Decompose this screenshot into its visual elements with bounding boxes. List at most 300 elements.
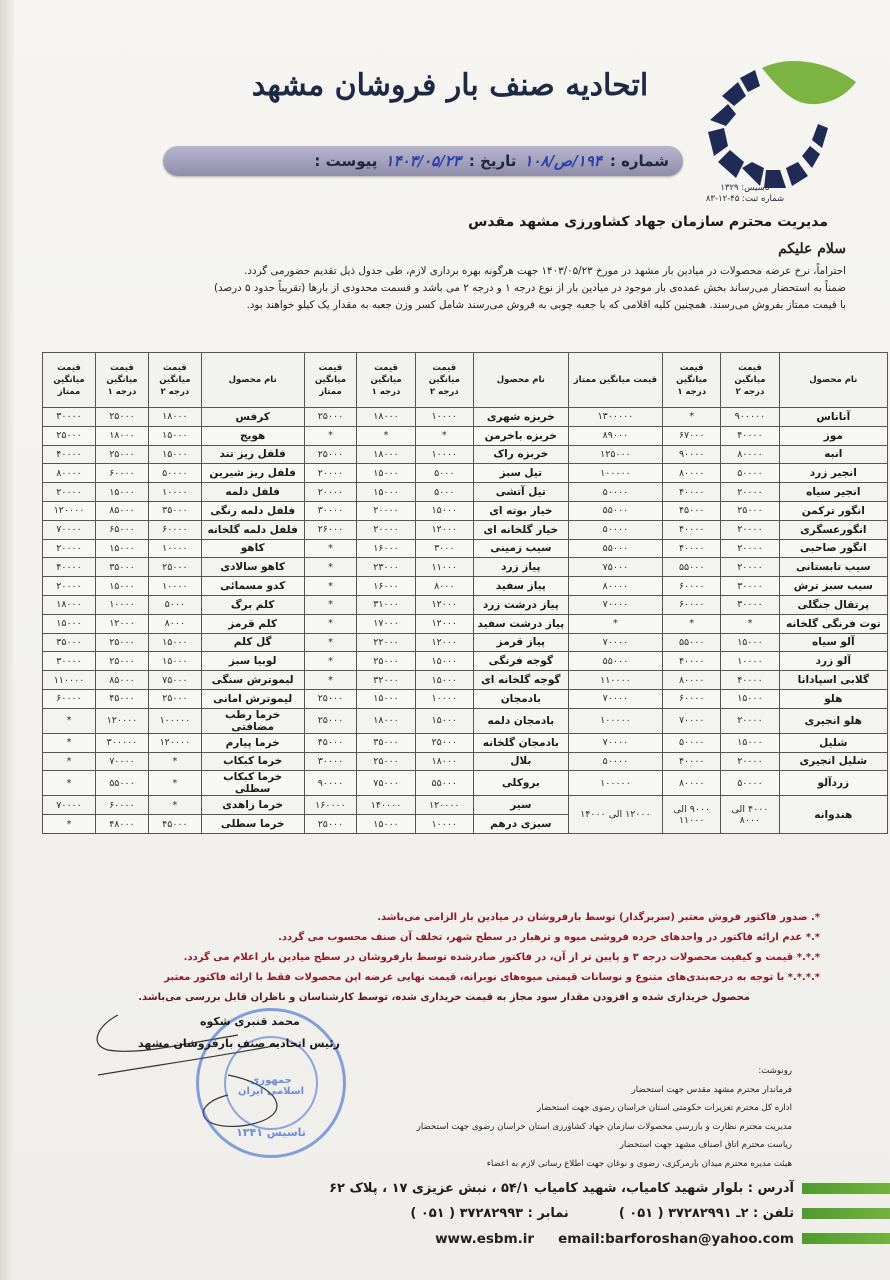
- table-row: [43, 501, 888, 520]
- product-name-cell: فلفل دلمه: [201, 483, 304, 502]
- product-name-cell: خرما رطب مضافتی: [201, 708, 304, 733]
- product-name-cell: پیاز زرد: [473, 558, 568, 577]
- grade1-price-cell: ۸۵۰۰۰: [96, 501, 149, 520]
- premium-price-cell: ۲۵۰۰۰: [304, 689, 357, 708]
- product-name-cell: کرفس: [201, 408, 304, 427]
- grade2-price-cell: *: [148, 771, 201, 796]
- table-row: [43, 796, 888, 815]
- grade1-price-cell: ۱۵۰۰۰: [96, 577, 149, 596]
- grade1-price-cell: ۶۰۰۰۰: [96, 796, 149, 815]
- premium-price-cell: *: [304, 426, 357, 445]
- table-row: [43, 633, 888, 652]
- registration-number: شماره ثبت: ۴۵-۱۲-۸۳: [705, 194, 785, 204]
- product-name-cell: سیب زمینی: [473, 539, 568, 558]
- price-table: [42, 352, 888, 834]
- product-name-cell: آلو سیاه: [779, 633, 887, 652]
- grade2-price-cell: ۱۱۰۰۰: [415, 558, 473, 577]
- product-name-cell: خیار گلخانه ای: [473, 520, 568, 539]
- premium-price-cell: ۲۵۰۰۰: [304, 408, 357, 427]
- premium-price-cell: *: [304, 577, 357, 596]
- grade1-price-cell: ۹۰۰۰۰: [663, 445, 721, 464]
- product-name-cell: لیموترش امانی: [201, 689, 304, 708]
- product-name-cell: موز: [779, 426, 887, 445]
- grade2-price-cell: ۱۲۰۰۰: [415, 595, 473, 614]
- grade1-price-cell: ۲۵۰۰۰: [357, 752, 415, 771]
- grade1-price-cell: ۶۰۰۰۰: [663, 689, 721, 708]
- premium-price-cell: ۳۰۰۰۰: [43, 408, 96, 427]
- product-name-cell: سیر: [473, 796, 568, 815]
- grade1-price-cell: ۸۰۰۰۰: [663, 464, 721, 483]
- table-row: [43, 752, 888, 771]
- signatory-name: محمد قنبری شکوه: [200, 1015, 300, 1028]
- product-name-cell: بادمجان گلخانه: [473, 733, 568, 752]
- product-name-cell: هندوانه: [779, 796, 887, 834]
- grade1-price-cell: ۱۸۰۰۰: [357, 708, 415, 733]
- col-grade1: قیمت میانگین درجه ۱: [96, 353, 149, 408]
- grade2-price-cell: ۲۵۰۰۰: [415, 733, 473, 752]
- grade1-price-cell: ۵۵۰۰۰: [663, 558, 721, 577]
- grade1-price-cell: ۲۰۰۰۰: [357, 501, 415, 520]
- grade2-price-cell: ۱۵۰۰۰: [721, 633, 779, 652]
- grade1-price-cell: ۳۱۰۰۰: [357, 595, 415, 614]
- note-4: *.*.*.* با توجه به درجه‌بندی‌های متنوع و نوسانات قیمتی میوه‌های نوبرانه، قیمت نهایی عرضه این محصولات فقط با ارائه فاکتور معتبر: [164, 972, 820, 983]
- product-name-cell: خربزه باخرمن: [473, 426, 568, 445]
- intro-line: ضمناً به استحضار می‌رساند بخش عمده‌ی بار موجود در میادین بار از نوع درجه ۱ و درجه ۲ می باشد و قسمت محدودی از بارها (تقریباً حدود ۵ درصد): [213, 282, 846, 294]
- footer-phone-row: [300, 1201, 890, 1226]
- grade2-price-cell: ۵۰۰۰: [148, 595, 201, 614]
- table-row: [43, 614, 888, 633]
- grade1-price-cell: ۱۶۰۰۰: [357, 577, 415, 596]
- cc-item: هیئت مدیره محترم میدان بارمرکزی، رضوی و نوغان جهت اطلاع رسانی لازم به اعضاء: [486, 1158, 792, 1169]
- col-grade1: قیمت میانگین درجه ۱: [663, 353, 721, 408]
- grade2-price-cell: ۵۰۰۰۰: [148, 464, 201, 483]
- grade1-price-cell: ۷۵۰۰۰: [357, 771, 415, 796]
- product-name-cell: شلیل انجیری: [779, 752, 887, 771]
- green-bar-icon: [802, 1233, 890, 1244]
- grade1-price-cell: ۲۵۰۰۰: [357, 652, 415, 671]
- grade2-price-cell: ۳۰۰۰۰: [721, 577, 779, 596]
- premium-price-cell: ۴۰۰۰۰: [43, 558, 96, 577]
- greeting: سلام علیکم: [778, 241, 846, 257]
- stamp-text: جمهوری اسلامی ایران: [237, 1075, 304, 1097]
- grade2-price-cell: ۱۸۰۰۰: [148, 408, 201, 427]
- product-name-cell: بلال: [473, 752, 568, 771]
- grade2-price-cell: ۱۲۰۰۰: [415, 633, 473, 652]
- premium-price-cell: ۳۰۰۰۰: [304, 501, 357, 520]
- grade2-price-cell: ۳۰۰۰: [415, 539, 473, 558]
- grade2-price-cell: ۷۵۰۰۰: [148, 671, 201, 690]
- phone: تلفن : ۲ـ ۳۷۲۸۲۹۹۱ ( ۰۵۱ ): [618, 1206, 794, 1221]
- grade2-price-cell: ۲۰۰۰۰: [721, 539, 779, 558]
- product-name-cell: انجیر سیاه: [779, 483, 887, 502]
- col-grade1: قیمت میانگین درجه ۱: [357, 353, 415, 408]
- grade2-price-cell: ۱۲۰۰۰۰: [148, 733, 201, 752]
- grade1-price-cell: ۸۰۰۰۰: [663, 671, 721, 690]
- grade1-price-cell: ۸۵۰۰۰: [96, 671, 149, 690]
- grade1-price-cell: ۱۲۰۰۰: [96, 614, 149, 633]
- notes-section: [40, 908, 820, 1008]
- grade2-price-cell: ۵۰۰۰۰: [721, 771, 779, 796]
- grade1-price-cell: ۱۵۰۰۰: [96, 539, 149, 558]
- grade2-price-cell: ۵۰۰۰: [415, 464, 473, 483]
- grade1-price-cell: ۵۰۰۰۰: [663, 733, 721, 752]
- footer-contact: [300, 1176, 890, 1251]
- product-name-cell: زردآلو: [779, 771, 887, 796]
- product-name-cell: پیاز درشت سفید: [473, 614, 568, 633]
- grade1-price-cell: ۵۵۰۰۰: [663, 633, 721, 652]
- grade1-price-cell: ۷۰۰۰۰: [663, 708, 721, 733]
- grade2-price-cell: ۱۰۰۰۰: [148, 577, 201, 596]
- premium-price-cell: *: [304, 652, 357, 671]
- premium-price-cell: *: [568, 614, 662, 633]
- table-row: [43, 771, 888, 796]
- grade2-price-cell: ۳۵۰۰۰: [148, 501, 201, 520]
- cc-item: مدیریت محترم نظارت و بازرسی محصولات سازمان جهاد کشاورزی استان خراسان رضوی جهت استحضار: [416, 1121, 792, 1132]
- premium-price-cell: *: [304, 595, 357, 614]
- reference-bar: [163, 146, 683, 176]
- premium-price-cell: ۵۵۰۰۰: [568, 501, 662, 520]
- address: آدرس : بلوار شهید کامیاب، شهید کامیاب ۵۴/۱ ، نبش عزیزی ۱۷ ، پلاک ۶۲: [329, 1181, 794, 1196]
- table-row: [43, 520, 888, 539]
- premium-price-cell: *: [43, 752, 96, 771]
- note-3: *.*.* قیمت و کیفیت محصولات درجه ۳ و پایین تر از آن، در فاکتور صادرشده توسط بارفروشان در سطح میادین بار اعلام می گردد.: [183, 952, 820, 963]
- premium-price-cell: ۳۵۰۰۰: [43, 633, 96, 652]
- product-name-cell: بروکلی: [473, 771, 568, 796]
- grade2-price-cell: *: [721, 614, 779, 633]
- premium-price-cell: *: [304, 633, 357, 652]
- grade2-price-cell: *: [148, 796, 201, 815]
- grade2-price-cell: ۱۲۰۰۰: [415, 520, 473, 539]
- product-name-cell: گوجه گلخانه ای: [473, 671, 568, 690]
- premium-price-cell: ۴۰۰۰۰: [43, 445, 96, 464]
- premium-price-cell: ۱۰۰۰۰۰: [568, 708, 662, 733]
- grade1-price-cell: ۴۵۰۰۰: [96, 689, 149, 708]
- grade1-price-cell: ۱۸۰۰۰: [96, 426, 149, 445]
- grade2-price-cell: ۸۰۰۰: [415, 577, 473, 596]
- product-name-cell: سبزی درهم: [473, 815, 568, 834]
- grade2-price-cell: ۱۰۰۰۰: [148, 483, 201, 502]
- product-name-cell: سیب سبز ترش: [779, 577, 887, 596]
- grade2-price-cell: ۱۰۰۰۰: [148, 539, 201, 558]
- product-name-cell: انگورعسگری: [779, 520, 887, 539]
- grade1-price-cell: ۱۴۰۰۰۰: [357, 796, 415, 815]
- col-product: نام محصول: [779, 353, 887, 408]
- grade2-price-cell: ۴۰۰۰۰: [721, 671, 779, 690]
- table-row: [43, 408, 888, 427]
- premium-price-cell: ۱۶۰۰۰۰: [304, 796, 357, 815]
- premium-price-cell: ۵۵۰۰۰: [568, 652, 662, 671]
- green-bar-icon: [802, 1208, 890, 1219]
- letterhead-title: اتحادیه صنف بار فروشان مشهد: [251, 68, 649, 103]
- attachment-label: پیوست :: [314, 152, 378, 170]
- premium-price-cell: ۹۰۰۰۰: [304, 771, 357, 796]
- grade1-price-cell: ۶۰۰۰۰: [663, 577, 721, 596]
- table-row: [43, 689, 888, 708]
- table-header-row: [43, 353, 888, 408]
- premium-price-cell: ۱۲۵۰۰۰: [568, 445, 662, 464]
- product-name-cell: گوجه فرنگی: [473, 652, 568, 671]
- product-name-cell: خرما کبکاب: [201, 752, 304, 771]
- product-name-cell: کلم برگ: [201, 595, 304, 614]
- premium-price-cell: ۵۰۰۰۰: [568, 752, 662, 771]
- premium-price-cell: *: [43, 733, 96, 752]
- product-name-cell: بادمجان دلمه: [473, 708, 568, 733]
- product-name-cell: تیل سبز: [473, 464, 568, 483]
- grade2-price-cell: ۱۰۰۰۰: [415, 445, 473, 464]
- premium-price-cell: ۷۰۰۰۰: [43, 520, 96, 539]
- product-name-cell: فلفل دلمه گلخانه: [201, 520, 304, 539]
- premium-price-cell: ۱۰۰۰۰۰: [568, 464, 662, 483]
- table-row: [43, 652, 888, 671]
- premium-price-cell: ۷۰۰۰۰: [568, 733, 662, 752]
- premium-price-cell: ۲۰۰۰۰: [304, 464, 357, 483]
- col-product: نام محصول: [473, 353, 568, 408]
- grade1-price-cell: ۲۵۰۰۰: [96, 633, 149, 652]
- date-label: تاریخ :: [468, 152, 517, 170]
- col-premium: قیمت میانگین ممتاز: [304, 353, 357, 408]
- recipient: مدیریت محترم سازمان جهاد کشاورزی مشهد مقدس: [468, 214, 828, 230]
- grade1-price-cell: ۶۰۰۰۰: [96, 464, 149, 483]
- grade2-price-cell: ۱۲۰۰۰۰: [415, 796, 473, 815]
- product-name-cell: سیب تابستانی: [779, 558, 887, 577]
- footer-web-row: [300, 1226, 890, 1251]
- grade2-price-cell: ۱۵۰۰۰: [721, 733, 779, 752]
- grade2-price-cell: ۱۵۰۰۰: [148, 633, 201, 652]
- table-row: [43, 708, 888, 733]
- product-name-cell: بادمجان: [473, 689, 568, 708]
- product-name-cell: توت فرنگی گلخانه: [779, 614, 887, 633]
- grade2-price-cell: ۸۰۰۰: [148, 614, 201, 633]
- premium-price-cell: *: [304, 558, 357, 577]
- product-name-cell: پیاز قرمز: [473, 633, 568, 652]
- product-name-cell: هلو انجیری: [779, 708, 887, 733]
- grade2-price-cell: ۶۰۰۰۰: [148, 520, 201, 539]
- table-row: [43, 577, 888, 596]
- cc-item: اداره کل محترم تعزیرات حکومتی استان خراسان رضوی جهت استحضار: [537, 1103, 792, 1114]
- premium-price-cell: *: [43, 771, 96, 796]
- grade2-price-cell: ۵۰۰۰: [415, 483, 473, 502]
- grade2-price-cell: ۲۰۰۰۰: [721, 752, 779, 771]
- grade2-price-cell: *: [415, 426, 473, 445]
- grade2-price-cell: ۲۰۰۰۰: [721, 708, 779, 733]
- grade1-price-cell: ۶۷۰۰۰: [663, 426, 721, 445]
- grade1-price-cell: ۱۶۰۰۰: [357, 539, 415, 558]
- cc-item: ریاست محترم اتاق اصناف مشهد جهت استحضار: [619, 1140, 792, 1151]
- table-row: [43, 426, 888, 445]
- grade2-price-cell: ۱۵۰۰۰: [415, 671, 473, 690]
- premium-price-cell: ۷۰۰۰۰: [568, 633, 662, 652]
- grade1-price-cell: ۳۰۰۰۰۰: [96, 733, 149, 752]
- grade1-price-cell: ۱۷۰۰۰: [357, 614, 415, 633]
- table-row: [43, 595, 888, 614]
- product-name-cell: انجیر زرد: [779, 464, 887, 483]
- grade1-price-cell: *: [663, 614, 721, 633]
- grade2-price-cell: ۲۵۰۰۰: [148, 558, 201, 577]
- page-edge-shadow: [0, 0, 14, 1280]
- grade2-price-cell: ۵۵۰۰۰: [415, 771, 473, 796]
- footer-address-row: [300, 1176, 890, 1201]
- premium-price-cell: ۲۵۰۰۰: [304, 815, 357, 834]
- product-name-cell: آلو زرد: [779, 652, 887, 671]
- grade1-price-cell: ۱۵۰۰۰: [357, 689, 415, 708]
- table-row: [43, 671, 888, 690]
- grade2-price-cell: ۲۵۰۰۰: [148, 689, 201, 708]
- grade1-price-cell: ۱۵۰۰۰: [357, 464, 415, 483]
- grade1-price-cell: ۲۰۰۰۰: [357, 520, 415, 539]
- premium-price-cell: *: [304, 671, 357, 690]
- product-name-cell: انبه: [779, 445, 887, 464]
- grade1-price-cell: ۶۵۰۰۰: [96, 520, 149, 539]
- premium-price-cell: ۱۵۰۰۰: [43, 614, 96, 633]
- premium-price-cell: ۲۵۰۰۰: [43, 426, 96, 445]
- grade1-price-cell: ۱۵۰۰۰: [357, 483, 415, 502]
- grade1-price-cell: ۳۵۰۰۰: [357, 733, 415, 752]
- product-name-cell: خرما پیارم: [201, 733, 304, 752]
- number-label: شماره :: [609, 152, 669, 170]
- premium-price-cell: ۳۰۰۰۰: [43, 652, 96, 671]
- grade2-price-cell: ۱۰۰۰۰۰: [148, 708, 201, 733]
- grade1-price-cell: ۴۸۰۰۰: [96, 815, 149, 834]
- premium-price-cell: ۷۰۰۰۰: [43, 796, 96, 815]
- green-bar-icon: [802, 1183, 890, 1194]
- founded-year: تاسیس: ۱۳۲۹: [720, 183, 770, 193]
- product-name-cell: لیموترش سنگی: [201, 671, 304, 690]
- table-row: [43, 558, 888, 577]
- grade1-price-cell: ۱۰۰۰۰: [96, 595, 149, 614]
- col-grade2: قیمت میانگین درجه ۲: [721, 353, 779, 408]
- grade2-price-cell: ۲۵۰۰۰: [721, 501, 779, 520]
- product-name-cell: خرما کبکاب سطلی: [201, 771, 304, 796]
- premium-price-cell: ۲۶۰۰۰: [304, 520, 357, 539]
- intro-line: با قیمت ممتاز بفروش می‌رسند. همچنین کلیه اقلامی که با جعبه چوبی به فروش می‌رسند شامل کسر وزن جعبه به مقدار یک کیلو خواهند بود.: [246, 299, 846, 311]
- premium-price-cell: ۷۰۰۰۰: [568, 689, 662, 708]
- stamp-year: تاسیس ۱۳۴۱: [236, 1126, 306, 1139]
- premium-price-cell: ۵۰۰۰۰: [568, 483, 662, 502]
- product-name-cell: گل کلم: [201, 633, 304, 652]
- premium-price-cell: ۱۱۰۰۰۰: [568, 671, 662, 690]
- grade2-price-cell: ۱۵۰۰۰: [415, 652, 473, 671]
- product-name-cell: گلابی اسپادانا: [779, 671, 887, 690]
- product-name-cell: هلو: [779, 689, 887, 708]
- grade2-price-cell: ۵۰۰۰۰: [721, 464, 779, 483]
- grade1-price-cell: ۳۵۰۰۰: [96, 558, 149, 577]
- grade2-price-cell: ۱۵۰۰۰: [721, 689, 779, 708]
- grade2-price-cell: ۹۰۰۰۰۰: [721, 408, 779, 427]
- grade2-price-cell: ۳۰۰۰۰: [721, 595, 779, 614]
- premium-price-cell: ۲۰۰۰۰: [43, 539, 96, 558]
- grade2-price-cell: ۱۰۰۰۰: [415, 689, 473, 708]
- intro-paragraph: [46, 263, 846, 314]
- product-name-cell: تیل آتشی: [473, 483, 568, 502]
- product-name-cell: انگور ترکمن: [779, 501, 887, 520]
- product-name-cell: خیار بوته ای: [473, 501, 568, 520]
- premium-price-cell: ۱۰۰۰۰۰: [568, 771, 662, 796]
- table-row: [43, 733, 888, 752]
- table-row: [43, 464, 888, 483]
- grade2-price-cell: ۱۰۰۰۰: [415, 408, 473, 427]
- product-name-cell: فلفل ریز تند: [201, 445, 304, 464]
- product-name-cell: کاهو: [201, 539, 304, 558]
- grade1-price-cell: ۸۰۰۰۰: [663, 771, 721, 796]
- cc-list: [412, 1062, 792, 1174]
- premium-price-cell: ۴۵۰۰۰: [304, 733, 357, 752]
- grade1-price-cell: ۲۵۰۰۰: [96, 408, 149, 427]
- grade2-price-cell: ۸۰۰۰۰: [721, 445, 779, 464]
- product-name-cell: فلفل ریز شیرین: [201, 464, 304, 483]
- product-name-cell: شلیل: [779, 733, 887, 752]
- premium-price-cell: ۲۰۰۰۰: [43, 483, 96, 502]
- product-name-cell: پیاز درشت زرد: [473, 595, 568, 614]
- premium-price-cell: ۲۰۰۰۰: [43, 577, 96, 596]
- grade1-price-cell: ۱۵۰۰۰: [357, 815, 415, 834]
- email-link[interactable]: email:barforoshan@yahoo.com: [558, 1230, 794, 1247]
- grade2-price-cell: ۱۵۰۰۰: [148, 445, 201, 464]
- web-contacts: [435, 1231, 794, 1247]
- premium-price-cell: ۵۰۰۰۰: [568, 520, 662, 539]
- grade2-price-cell: ۴۰۰۰ الی ۸۰۰۰: [721, 796, 779, 834]
- grade2-price-cell: ۱۲۰۰۰: [415, 614, 473, 633]
- grade1-price-cell: ۴۰۰۰۰: [663, 539, 721, 558]
- note-1: *. صدور فاکتور فروش معتبر (سربرگدار) توسط بارفروشان در میادین بار الزامی می‌باشد.: [377, 912, 820, 923]
- premium-price-cell: ۲۵۰۰۰: [304, 708, 357, 733]
- product-name-cell: خربزه راک: [473, 445, 568, 464]
- grade1-price-cell: ۲۵۰۰۰: [96, 445, 149, 464]
- product-name-cell: پرتقال جنگلی: [779, 595, 887, 614]
- grade2-price-cell: ۱۸۰۰۰: [415, 752, 473, 771]
- product-name-cell: هویج: [201, 426, 304, 445]
- number-value: ۱۹۴/ص/۱۰۸: [524, 152, 602, 170]
- premium-price-cell: *: [304, 614, 357, 633]
- product-name-cell: کلم قرمز: [201, 614, 304, 633]
- grade1-price-cell: *: [357, 426, 415, 445]
- website-link[interactable]: www.esbm.ir: [435, 1230, 535, 1247]
- grade1-price-cell: ۴۵۰۰۰: [663, 501, 721, 520]
- grade2-price-cell: ۱۰۰۰۰: [415, 815, 473, 834]
- grade1-price-cell: ۶۰۰۰۰: [663, 595, 721, 614]
- col-product: نام محصول: [201, 353, 304, 408]
- product-name-cell: انگور صاحبی: [779, 539, 887, 558]
- grade1-price-cell: ۱۸۰۰۰: [357, 445, 415, 464]
- premium-price-cell: ۸۰۰۰۰: [568, 577, 662, 596]
- grade1-price-cell: ۴۰۰۰۰: [663, 520, 721, 539]
- product-name-cell: کاهو سالادی: [201, 558, 304, 577]
- col-grade2: قیمت میانگین درجه ۲: [148, 353, 201, 408]
- grade2-price-cell: ۴۰۰۰۰: [721, 426, 779, 445]
- grade1-price-cell: ۲۵۰۰۰: [96, 652, 149, 671]
- note-4-continued: محصول خریداری شده و افزودن مقدار سود مجاز به قیمت خریداری شده، توسط کارشناسان و ناظران قابل بررسی می‌باشد.: [138, 992, 750, 1003]
- grade2-price-cell: *: [148, 752, 201, 771]
- grade1-price-cell: ۱۵۰۰۰: [96, 483, 149, 502]
- premium-price-cell: *: [43, 708, 96, 733]
- premium-price-cell: ۳۰۰۰۰: [304, 752, 357, 771]
- premium-price-cell: ۱۱۰۰۰۰: [43, 671, 96, 690]
- col-premium: قیمت میانگین ممتاز: [43, 353, 96, 408]
- table-row: [43, 445, 888, 464]
- grade2-price-cell: ۲۰۰۰۰: [721, 520, 779, 539]
- signatory-title: رئیس اتحادیه صنف بارفروشان مشهد: [138, 1037, 340, 1050]
- union-logo-icon: [700, 58, 860, 188]
- premium-price-cell: ۸۰۰۰۰: [43, 464, 96, 483]
- note-2: *.* عدم ارائه فاکتور در واحدهای خرده فروشی میوه و ترهبار در سطح شهر، تخلف آن صنف محسوب می گردد.: [278, 932, 820, 943]
- product-name-cell: فلفل دلمه رنگی: [201, 501, 304, 520]
- premium-price-cell: ۷۵۰۰۰: [568, 558, 662, 577]
- grade2-price-cell: ۱۵۰۰۰: [415, 708, 473, 733]
- grade1-price-cell: ۲۲۰۰۰: [357, 633, 415, 652]
- premium-price-cell: ۱۲۰۰۰ الی ۱۴۰۰۰: [568, 796, 662, 834]
- product-name-cell: پیاز سفید: [473, 577, 568, 596]
- logo-caption: [690, 183, 800, 205]
- cc-label: رونوشت:: [758, 1066, 792, 1076]
